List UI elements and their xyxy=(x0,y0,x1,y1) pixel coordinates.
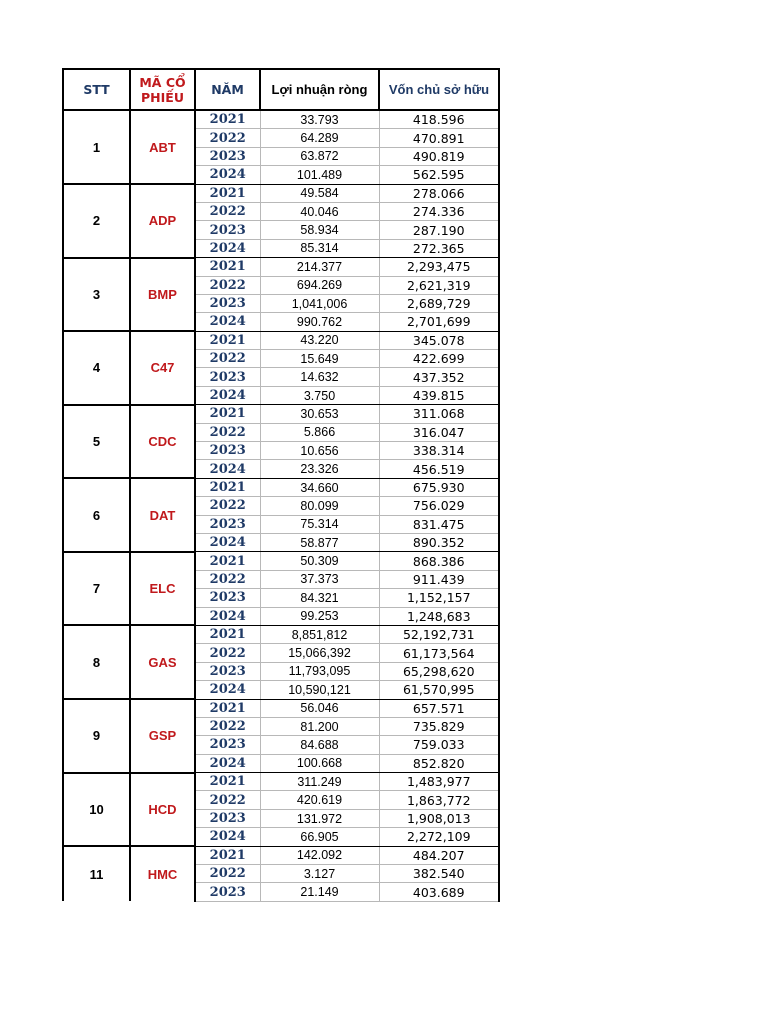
year-cell[interactable]: 2024 xyxy=(195,828,260,846)
year-cell[interactable]: 2023 xyxy=(195,294,260,312)
year-cell[interactable]: 2021 xyxy=(195,478,260,496)
stock-code-cell[interactable]: GSP xyxy=(130,699,195,773)
header-stt[interactable]: STT xyxy=(63,69,130,110)
equity-cell[interactable]: 61,570,995 xyxy=(379,681,499,699)
year-cell[interactable]: 2023 xyxy=(195,147,260,165)
year-cell[interactable]: 2022 xyxy=(195,717,260,735)
year-cell[interactable]: 2021 xyxy=(195,625,260,643)
year-cell[interactable]: 2022 xyxy=(195,644,260,662)
net-profit-cell[interactable]: 131.972 xyxy=(260,809,379,827)
stock-code-cell[interactable]: HMC xyxy=(130,846,195,901)
equity-cell[interactable]: 735.829 xyxy=(379,717,499,735)
equity-cell[interactable]: 422.699 xyxy=(379,350,499,368)
table-row xyxy=(63,110,499,129)
table-row xyxy=(63,625,499,643)
equity-cell[interactable]: 52,192,731 xyxy=(379,625,499,643)
net-profit-cell[interactable]: 37.373 xyxy=(260,570,379,588)
equity-cell[interactable]: 439.815 xyxy=(379,386,499,404)
header-row xyxy=(63,69,499,110)
equity-cell[interactable]: 852.820 xyxy=(379,754,499,772)
spreadsheet-sheet xyxy=(62,68,500,902)
year-cell[interactable]: 2023 xyxy=(195,809,260,827)
stt-cell[interactable]: 6 xyxy=(63,478,130,552)
equity-cell[interactable]: 437.352 xyxy=(379,368,499,386)
net-profit-cell[interactable]: 84.688 xyxy=(260,736,379,754)
equity-cell[interactable]: 61,173,564 xyxy=(379,644,499,662)
stt-cell[interactable]: 10 xyxy=(63,773,130,847)
equity-cell[interactable]: 2,293,475 xyxy=(379,258,499,276)
year-cell[interactable]: 2023 xyxy=(195,442,260,460)
year-cell[interactable]: 2021 xyxy=(195,552,260,570)
net-profit-cell[interactable]: 23.326 xyxy=(260,460,379,478)
equity-cell[interactable]: 311.068 xyxy=(379,405,499,423)
stock-code-cell[interactable]: CDC xyxy=(130,405,195,479)
stt-cell[interactable]: 9 xyxy=(63,699,130,773)
net-profit-cell[interactable]: 50.309 xyxy=(260,552,379,570)
net-profit-cell[interactable]: 15,066,392 xyxy=(260,644,379,662)
equity-cell[interactable]: 418.596 xyxy=(379,110,499,129)
table-row xyxy=(63,405,499,423)
net-profit-cell[interactable]: 1,041,006 xyxy=(260,294,379,312)
stock-code-cell[interactable]: C47 xyxy=(130,331,195,405)
table-row xyxy=(63,258,499,276)
equity-cell[interactable]: 759.033 xyxy=(379,736,499,754)
net-profit-cell[interactable]: 58.934 xyxy=(260,221,379,239)
stock-code-cell[interactable]: ADP xyxy=(130,184,195,258)
stock-code-cell[interactable]: HCD xyxy=(130,773,195,847)
net-profit-cell[interactable]: 84.321 xyxy=(260,589,379,607)
stt-cell[interactable]: 3 xyxy=(63,258,130,332)
year-cell[interactable]: 2023 xyxy=(195,589,260,607)
equity-cell[interactable]: 278.066 xyxy=(379,184,499,202)
year-cell[interactable]: 2022 xyxy=(195,129,260,147)
year-cell[interactable]: 2024 xyxy=(195,533,260,551)
net-profit-cell[interactable]: 100.668 xyxy=(260,754,379,772)
header-loi-nhuan-rong[interactable]: Lợi nhuận ròng xyxy=(260,69,379,110)
equity-cell[interactable]: 338.314 xyxy=(379,442,499,460)
year-cell[interactable]: 2024 xyxy=(195,386,260,404)
stt-cell[interactable]: 5 xyxy=(63,405,130,479)
header-ma-co-phieu[interactable] xyxy=(130,69,195,110)
equity-cell[interactable]: 274.336 xyxy=(379,202,499,220)
net-profit-cell[interactable]: 101.489 xyxy=(260,166,379,184)
net-profit-cell[interactable]: 14.632 xyxy=(260,368,379,386)
table-row xyxy=(63,552,499,570)
year-cell[interactable]: 2021 xyxy=(195,699,260,717)
year-cell[interactable]: 2021 xyxy=(195,405,260,423)
equity-cell[interactable]: 403.689 xyxy=(379,883,499,901)
net-profit-cell[interactable]: 3.750 xyxy=(260,386,379,404)
equity-cell[interactable]: 675.930 xyxy=(379,478,499,496)
year-cell[interactable]: 2021 xyxy=(195,184,260,202)
header-nam[interactable]: NĂM xyxy=(195,69,260,110)
equity-cell[interactable]: 316.047 xyxy=(379,423,499,441)
year-cell[interactable]: 2024 xyxy=(195,754,260,772)
net-profit-cell[interactable]: 81.200 xyxy=(260,717,379,735)
equity-cell[interactable]: 1,863,772 xyxy=(379,791,499,809)
stt-cell[interactable]: 2 xyxy=(63,184,130,258)
year-cell[interactable]: 2023 xyxy=(195,736,260,754)
table-body xyxy=(63,110,499,901)
header-ma-line1: MÃ CỔ xyxy=(139,74,186,90)
equity-cell[interactable]: 287.190 xyxy=(379,221,499,239)
year-cell[interactable]: 2021 xyxy=(195,110,260,129)
year-cell[interactable]: 2023 xyxy=(195,515,260,533)
net-profit-cell[interactable]: 694.269 xyxy=(260,276,379,294)
table-row xyxy=(63,478,499,496)
net-profit-cell[interactable]: 58.877 xyxy=(260,533,379,551)
stock-code-cell[interactable]: ELC xyxy=(130,552,195,626)
equity-cell[interactable]: 1,483,977 xyxy=(379,773,499,791)
equity-cell[interactable]: 272.365 xyxy=(379,239,499,257)
table-row xyxy=(63,699,499,717)
year-cell[interactable]: 2021 xyxy=(195,773,260,791)
stock-code-cell[interactable]: DAT xyxy=(130,478,195,552)
equity-cell[interactable]: 484.207 xyxy=(379,846,499,864)
year-cell[interactable]: 2021 xyxy=(195,331,260,349)
year-cell[interactable]: 2023 xyxy=(195,221,260,239)
equity-cell[interactable]: 2,272,109 xyxy=(379,828,499,846)
stt-cell[interactable]: 7 xyxy=(63,552,130,626)
table-row xyxy=(63,773,499,791)
net-profit-cell[interactable]: 990.762 xyxy=(260,313,379,331)
net-profit-cell[interactable]: 3.127 xyxy=(260,865,379,883)
net-profit-cell[interactable]: 99.253 xyxy=(260,607,379,625)
equity-cell[interactable]: 456.519 xyxy=(379,460,499,478)
stock-code-cell[interactable]: ABT xyxy=(130,110,195,184)
header-von-chu-so-huu[interactable]: Vốn chủ sở hữu xyxy=(379,69,499,110)
equity-cell[interactable]: 911.439 xyxy=(379,570,499,588)
stt-cell[interactable]: 4 xyxy=(63,331,130,405)
table-row xyxy=(63,184,499,202)
financial-table xyxy=(62,68,500,902)
net-profit-cell[interactable]: 85.314 xyxy=(260,239,379,257)
net-profit-cell[interactable]: 80.099 xyxy=(260,497,379,515)
net-profit-cell[interactable]: 10,590,121 xyxy=(260,681,379,699)
net-profit-cell[interactable]: 34.660 xyxy=(260,478,379,496)
year-cell[interactable]: 2022 xyxy=(195,865,260,883)
equity-cell[interactable]: 470.891 xyxy=(379,129,499,147)
equity-cell[interactable]: 2,689,729 xyxy=(379,294,499,312)
table-row xyxy=(63,846,499,864)
year-cell[interactable]: 2024 xyxy=(195,607,260,625)
net-profit-cell[interactable]: 66.905 xyxy=(260,828,379,846)
year-cell[interactable]: 2022 xyxy=(195,350,260,368)
year-cell[interactable]: 2024 xyxy=(195,239,260,257)
equity-cell[interactable]: 345.078 xyxy=(379,331,499,349)
net-profit-cell[interactable]: 10.656 xyxy=(260,442,379,460)
year-cell[interactable]: 2023 xyxy=(195,883,260,901)
equity-cell[interactable]: 562.595 xyxy=(379,166,499,184)
stock-code-cell[interactable]: GAS xyxy=(130,625,195,699)
equity-cell[interactable]: 1,248,683 xyxy=(379,607,499,625)
equity-cell[interactable]: 382.540 xyxy=(379,865,499,883)
year-cell[interactable]: 2022 xyxy=(195,276,260,294)
net-profit-cell[interactable]: 420.619 xyxy=(260,791,379,809)
year-cell[interactable]: 2024 xyxy=(195,460,260,478)
net-profit-cell[interactable]: 214.377 xyxy=(260,258,379,276)
equity-cell[interactable]: 1,152,157 xyxy=(379,589,499,607)
year-cell[interactable]: 2023 xyxy=(195,368,260,386)
year-cell[interactable]: 2024 xyxy=(195,166,260,184)
year-cell[interactable]: 2024 xyxy=(195,681,260,699)
year-cell[interactable]: 2022 xyxy=(195,570,260,588)
equity-cell[interactable]: 1,908,013 xyxy=(379,809,499,827)
equity-cell[interactable]: 868.386 xyxy=(379,552,499,570)
header-ma-line2: PHIẾU xyxy=(141,89,184,105)
net-profit-cell[interactable]: 43.220 xyxy=(260,331,379,349)
net-profit-cell[interactable]: 75.314 xyxy=(260,515,379,533)
stt-cell[interactable]: 11 xyxy=(63,846,130,901)
net-profit-cell[interactable]: 311.249 xyxy=(260,773,379,791)
equity-cell[interactable]: 65,298,620 xyxy=(379,662,499,680)
net-profit-cell[interactable]: 15.649 xyxy=(260,350,379,368)
equity-cell[interactable]: 490.819 xyxy=(379,147,499,165)
net-profit-cell[interactable]: 21.149 xyxy=(260,883,379,901)
net-profit-cell[interactable]: 56.046 xyxy=(260,699,379,717)
net-profit-cell[interactable]: 40.046 xyxy=(260,202,379,220)
equity-cell[interactable]: 2,621,319 xyxy=(379,276,499,294)
net-profit-cell[interactable]: 49.584 xyxy=(260,184,379,202)
stt-cell[interactable]: 8 xyxy=(63,625,130,699)
equity-cell[interactable]: 657.571 xyxy=(379,699,499,717)
net-profit-cell[interactable]: 11,793,095 xyxy=(260,662,379,680)
net-profit-cell[interactable]: 33.793 xyxy=(260,110,379,129)
table-row xyxy=(63,331,499,349)
net-profit-cell[interactable]: 30.653 xyxy=(260,405,379,423)
year-cell[interactable]: 2021 xyxy=(195,258,260,276)
stock-code-cell[interactable]: BMP xyxy=(130,258,195,332)
equity-cell[interactable]: 890.352 xyxy=(379,533,499,551)
equity-cell[interactable]: 756.029 xyxy=(379,497,499,515)
year-cell[interactable]: 2021 xyxy=(195,846,260,864)
year-cell[interactable]: 2023 xyxy=(195,662,260,680)
year-cell[interactable]: 2022 xyxy=(195,423,260,441)
net-profit-cell[interactable]: 64.289 xyxy=(260,129,379,147)
equity-cell[interactable]: 831.475 xyxy=(379,515,499,533)
stt-cell[interactable]: 1 xyxy=(63,110,130,184)
net-profit-cell[interactable]: 63.872 xyxy=(260,147,379,165)
year-cell[interactable]: 2022 xyxy=(195,791,260,809)
equity-cell[interactable]: 2,701,699 xyxy=(379,313,499,331)
year-cell[interactable]: 2024 xyxy=(195,313,260,331)
net-profit-cell[interactable]: 142.092 xyxy=(260,846,379,864)
net-profit-cell[interactable]: 5.866 xyxy=(260,423,379,441)
year-cell[interactable]: 2022 xyxy=(195,497,260,515)
net-profit-cell[interactable]: 8,851,812 xyxy=(260,625,379,643)
year-cell[interactable]: 2022 xyxy=(195,202,260,220)
